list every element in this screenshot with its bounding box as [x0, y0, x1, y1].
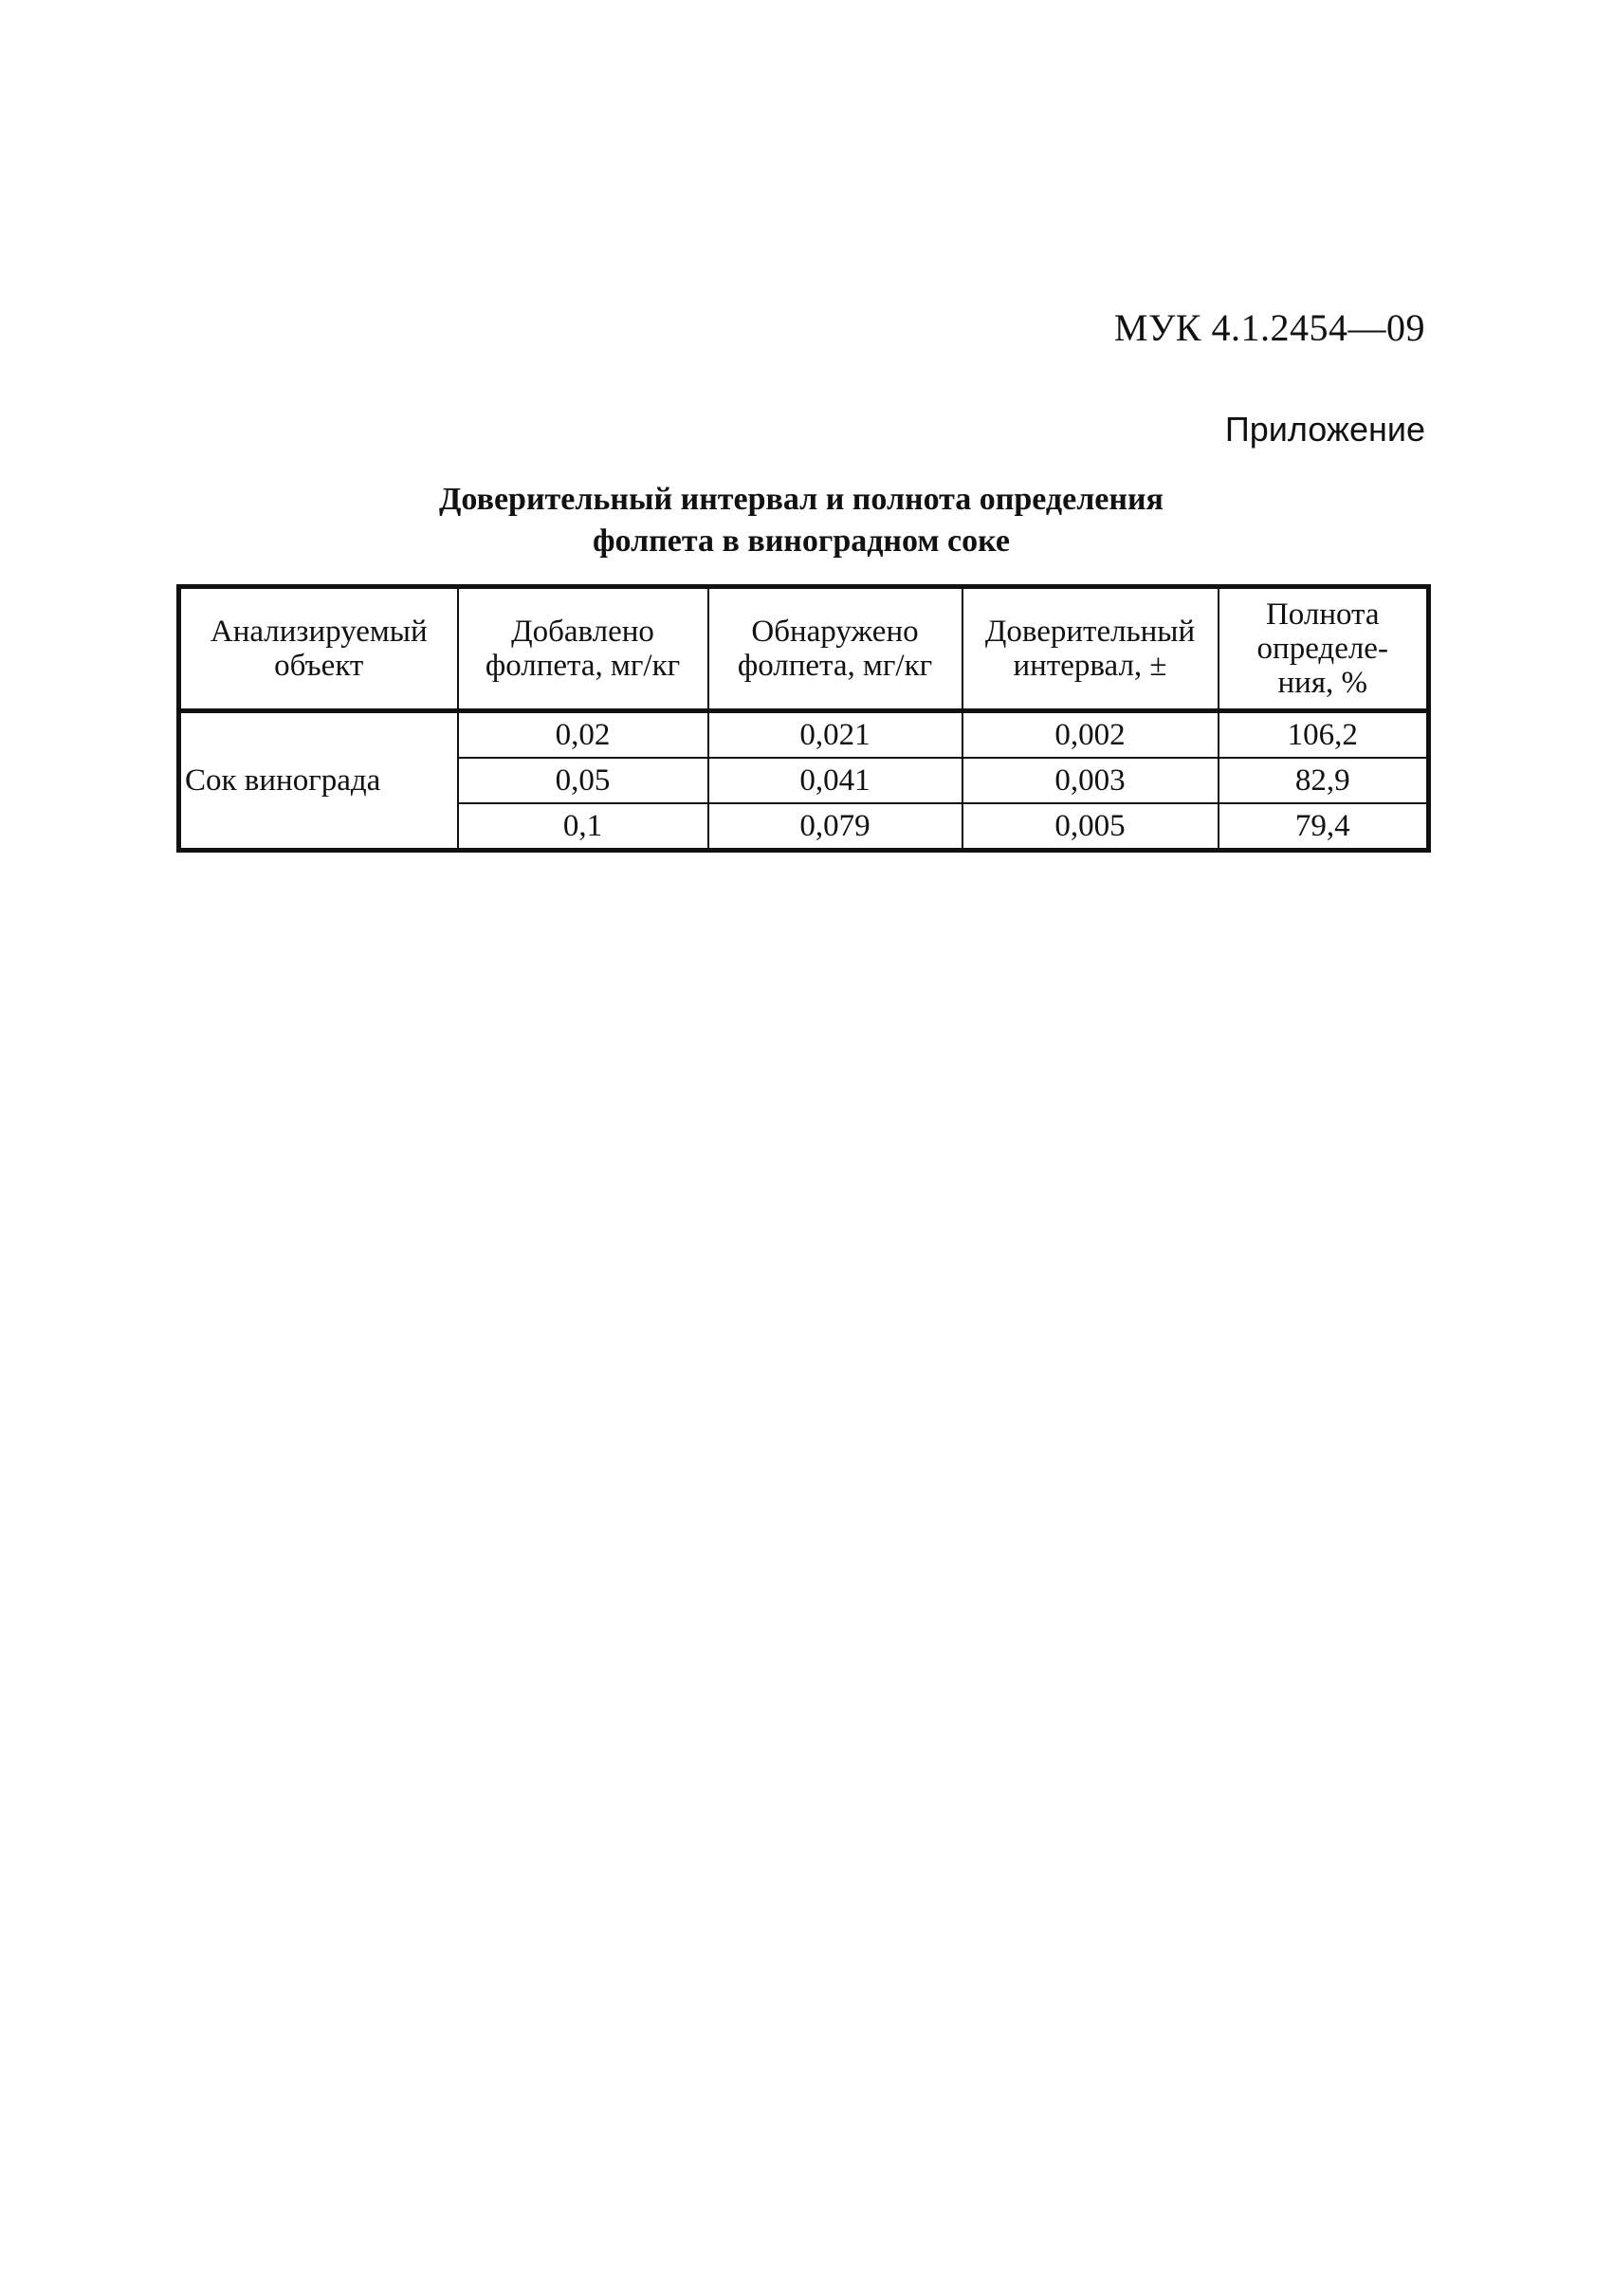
cell-added: 0,05	[458, 758, 708, 803]
cell-confidence-interval: 0,002	[962, 711, 1219, 759]
cell-found: 0,079	[708, 803, 962, 851]
cell-recovery: 106,2	[1219, 711, 1429, 759]
cell-added: 0,1	[458, 803, 708, 851]
appendix-label: Приложение	[1224, 410, 1425, 449]
column-header-found: Обнаружено фолпета, мг/кг	[708, 587, 962, 711]
cell-recovery: 79,4	[1219, 803, 1429, 851]
cell-added: 0,02	[458, 711, 708, 759]
column-header-recovery: Полнота определе- ния, %	[1219, 587, 1429, 711]
results-table	[176, 584, 1431, 853]
cell-confidence-interval: 0,003	[962, 758, 1219, 803]
table-title	[176, 479, 1426, 562]
document-code: МУК 4.1.2454—09	[1113, 306, 1425, 349]
column-header-confidence-interval: Доверительный интервал, ±	[962, 587, 1219, 711]
column-header-object: Анализируемый объект	[179, 587, 458, 711]
cell-found: 0,041	[708, 758, 962, 803]
object-cell: Сок винограда	[179, 711, 458, 851]
cell-found: 0,021	[708, 711, 962, 759]
cell-confidence-interval: 0,005	[962, 803, 1219, 851]
table-header-row	[179, 587, 1429, 711]
column-header-added: Добавлено фолпета, мг/кг	[458, 587, 708, 711]
table-title-line-2: фолпета в виноградном соке	[593, 523, 1010, 559]
cell-recovery: 82,9	[1219, 758, 1429, 803]
table-title-line-1: Доверительный интервал и полнота определения	[439, 482, 1164, 517]
table-row	[179, 711, 1429, 759]
